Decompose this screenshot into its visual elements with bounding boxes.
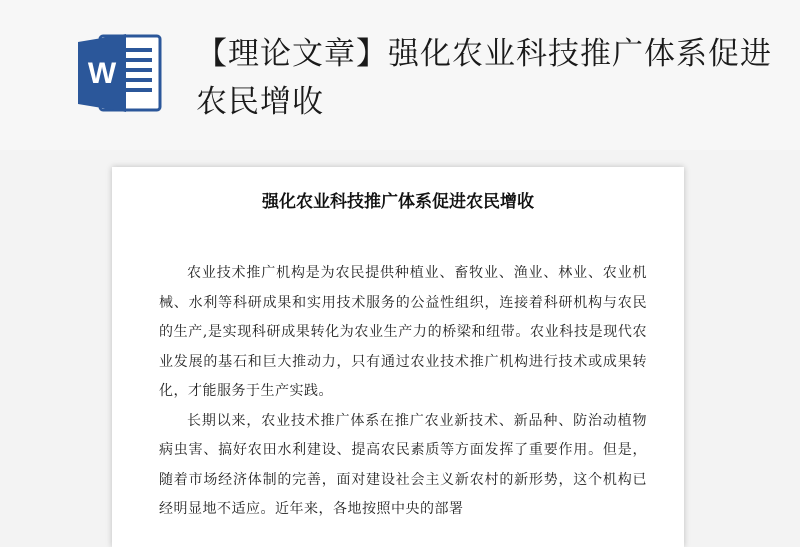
word-icon-letter: W: [87, 57, 117, 90]
document-body: [159, 259, 647, 525]
paragraph: 农业技术推广机构是为农民提供种植业、畜牧业、渔业、林业、农业机械、水利等科研成果和实用技术服务的公益性组织，连接着科研机构与农民的生产,是实现科研成果转化为农业生产力的桥梁和纽带。农业科技是现代农业发展的基石和巨大推动力，只有通过农业技术推广机构进行技术或成果转化，才能服务于生产实践。: [159, 265, 647, 399]
word-document-icon: [74, 30, 164, 116]
document-heading: 强化农业科技推广体系促进农民增收: [262, 192, 534, 212]
document-page: [112, 167, 684, 547]
page-title: 【理论文章】强化农业科技推广体系促进农民增收: [196, 36, 772, 120]
paragraph: 长期以来，农业技术推广体系在推广农业新技术、新品种、防治动植物病虫害、搞好农田水利建设、提高农民素质等方面发挥了重要作用。但是，随着市场经济体制的完善，面对建设社会主义新农村的新形势，这个机构已经明显地不适应。近年来，各地按照中央的部署: [159, 412, 647, 517]
